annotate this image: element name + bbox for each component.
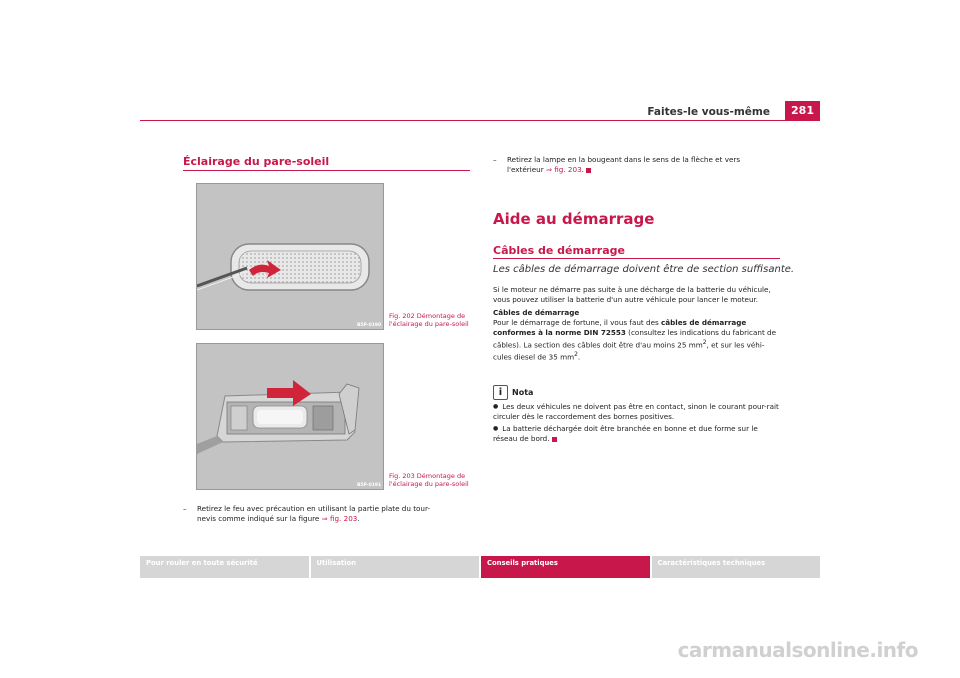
- end-marker: [586, 168, 591, 173]
- left-step-dash: –: [183, 504, 187, 513]
- intro-text: Les câbles de démarrage doivent être de section suffisante.: [493, 264, 795, 275]
- figure-202-caption: Fig. 202 Démontage de l'éclairage du pare-soleil: [389, 312, 469, 328]
- section-rule: [183, 170, 470, 171]
- note-box: [493, 385, 783, 444]
- right-step: [493, 155, 783, 175]
- tab-caracteristiques[interactable]: Caractéristiques techniques: [652, 556, 821, 578]
- right-step-arrow: ⇒: [545, 165, 552, 174]
- p2-sup-1: 2: [702, 339, 707, 346]
- watermark: carmanualsonline.info: [677, 638, 918, 662]
- p2-part-c: (consultez les indications du fabricant de câbles). La section des câbles doit être d'au moins 25 mm: [493, 328, 777, 350]
- note-end-marker: [552, 437, 557, 442]
- page-header-title: Faites-le vous-même: [647, 106, 770, 118]
- link-fig-203-right[interactable]: fig. 203: [554, 165, 582, 174]
- p2-bold: câbles de démarrage conformes à la norme DIN 72553: [493, 318, 747, 337]
- p2-part-a: Pour le démarrage de fortune, il vous faut des: [493, 318, 662, 327]
- right-step-dash: –: [493, 155, 497, 164]
- page-number: 281: [785, 101, 820, 120]
- right-step-cont: l'extérieur: [507, 165, 546, 174]
- header-rule: [140, 120, 820, 121]
- p2-sup-2: 2: [574, 351, 578, 359]
- right-step-text: Retirez la lampe en la bougeant dans le sens de la flèche et vers: [507, 155, 741, 164]
- tab-conseils-pratiques[interactable]: Conseils pratiques: [481, 556, 650, 578]
- left-step: [183, 504, 473, 524]
- tab-pour-rouler[interactable]: Pour rouler en toute sécurité: [140, 556, 309, 578]
- figure-203-illustration: [197, 344, 383, 489]
- figure-202-illustration: [197, 184, 383, 329]
- left-step-end: .: [357, 514, 360, 523]
- left-step-arrow: ⇒: [321, 514, 328, 523]
- sub-title-rule: [493, 258, 780, 259]
- body-paragraph-1: Si le moteur ne démarre pas suite à une décharge de la batterie du véhicule, vous pouvez utiliser la batterie d'un autre véhicule pour lancer le moteur.: [493, 285, 771, 304]
- link-fig-203[interactable]: fig. 203: [329, 514, 358, 523]
- footer-nav: [140, 556, 820, 578]
- note-bullet-2-text: La batterie déchargée doit être branchée en bonne et due forme sur le réseau de bord.: [493, 424, 758, 443]
- figure-202-code: B5P-0190: [357, 323, 382, 328]
- right-step-end: .: [581, 165, 584, 174]
- figure-202: [196, 183, 384, 330]
- left-step-text: Retirez le feu avec précaution en utilisant la partie plate du tour-: [197, 504, 431, 513]
- note-bullet-2: [493, 424, 783, 444]
- note-header: [493, 385, 783, 400]
- left-step-cont: nevis comme indiqué sur la figure: [197, 514, 322, 523]
- note-bullet-1: ● Les deux véhicules ne doivent pas être en contact, sinon le courant pour-rait circuler dès le raccordement des bornes positives.: [493, 402, 783, 422]
- figure-203-code: B5P-0191: [357, 483, 382, 488]
- figure-203-caption: Fig. 203 Démontage de l'éclairage du pare-soleil: [389, 472, 469, 488]
- p2-part-d: , et sur les véhi-cules diesel de 35 mm: [493, 340, 765, 362]
- tab-utilisation[interactable]: Utilisation: [311, 556, 480, 578]
- main-title: Aide au démarrage: [493, 210, 655, 228]
- figure-203: [196, 343, 384, 490]
- note-title: Nota: [512, 387, 534, 397]
- body-heading: Câbles de démarrage: [493, 308, 580, 317]
- section-title: Éclairage du pare-soleil: [183, 155, 330, 168]
- note-icon: i: [493, 385, 508, 400]
- sub-title: Câbles de démarrage: [493, 244, 625, 257]
- p2-part-e: .: [577, 352, 581, 362]
- body-text: [493, 285, 783, 363]
- body-paragraph-2: [493, 318, 783, 363]
